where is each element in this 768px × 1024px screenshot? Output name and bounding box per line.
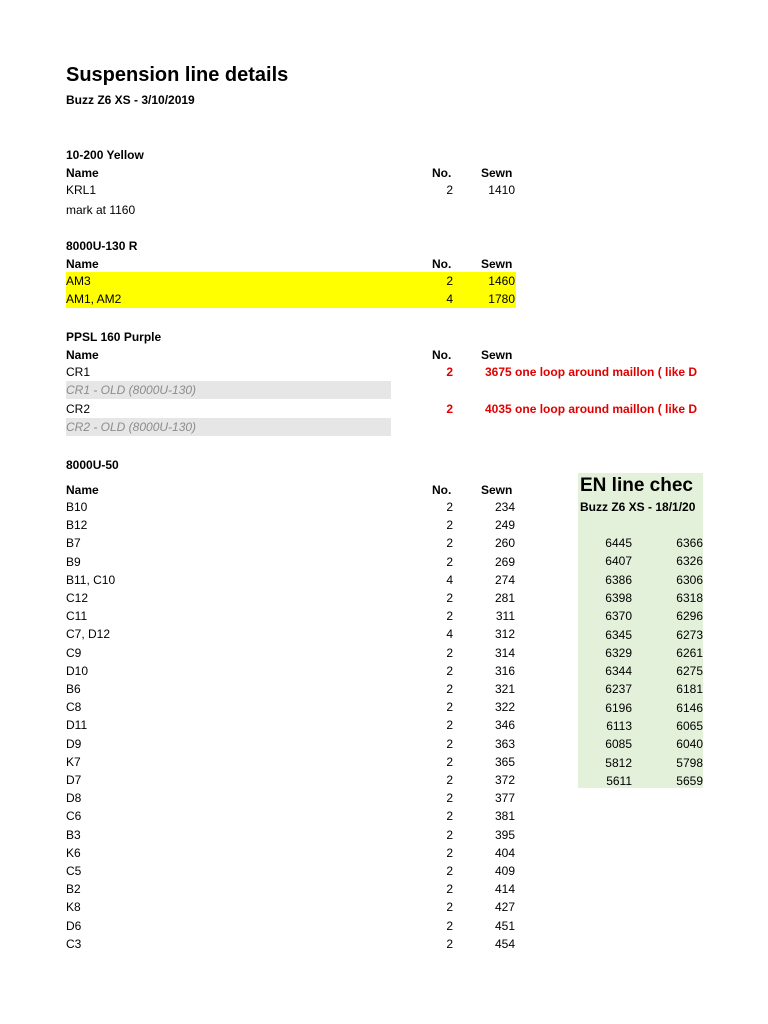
- line-count: 2: [446, 809, 453, 824]
- line-sewn: 365: [494, 754, 515, 769]
- line-name: K6: [66, 845, 81, 860]
- en-check-row: [578, 662, 703, 680]
- column-header-name: Name: [66, 166, 99, 180]
- section-title: 10-200 Yellow: [66, 148, 144, 162]
- table-row[interactable]: [66, 607, 516, 625]
- line-count: 4: [446, 627, 453, 642]
- line-sewn: 414: [494, 882, 515, 897]
- en-value-b: 6326: [676, 554, 703, 569]
- line-sewn: 281: [494, 591, 515, 605]
- en-value-a: 5812: [605, 755, 632, 770]
- line-count: 2: [446, 864, 453, 878]
- table-row[interactable]: [66, 789, 516, 807]
- table-row[interactable]: [66, 771, 516, 789]
- en-value-b: 6296: [676, 609, 703, 624]
- line-name: C5: [66, 864, 82, 878]
- line-count: 2: [446, 900, 453, 915]
- line-name: B10: [66, 500, 88, 514]
- column-header-no: No.: [432, 257, 452, 271]
- column-header-row: [66, 164, 516, 182]
- line-sewn: 377: [494, 791, 515, 806]
- page-subtitle: Buzz Z6 XS - 3/10/2019: [66, 93, 195, 107]
- line-count: 2: [446, 918, 453, 933]
- line-name: B2: [66, 882, 81, 897]
- section-title: 8000U-130 R: [66, 239, 138, 253]
- line-sewn: 427: [494, 900, 515, 915]
- table-row[interactable]: [66, 534, 516, 552]
- en-value-a: 6398: [605, 590, 632, 605]
- line-sewn: 451: [494, 918, 515, 933]
- line-sewn: 249: [494, 518, 515, 533]
- en-value-b: 6146: [676, 700, 703, 715]
- line-count: 2: [446, 718, 453, 733]
- column-header-row: [66, 255, 516, 273]
- line-name: C3: [66, 936, 82, 951]
- en-value-a: 6370: [605, 609, 632, 624]
- line-count: 2: [446, 682, 453, 696]
- line-sewn: 363: [494, 736, 515, 751]
- en-value-b: 6366: [676, 536, 703, 550]
- line-sewn: 234: [494, 500, 515, 514]
- table-row[interactable]: [66, 935, 516, 953]
- en-line-check-panel: [578, 473, 703, 788]
- en-value-a: 6345: [605, 627, 632, 642]
- en-check-row: [578, 607, 703, 625]
- line-name: AM1, AM2: [66, 292, 122, 306]
- line-count: 2: [446, 518, 453, 533]
- table-row[interactable]: [66, 844, 516, 862]
- table-row[interactable]: [66, 862, 516, 880]
- line-name: C7, D12: [66, 627, 111, 642]
- old-line-name: CR2 - OLD (8000U-130): [66, 420, 197, 434]
- line-name: K8: [66, 900, 81, 915]
- en-value-b: 6306: [676, 572, 703, 587]
- en-check-row: [578, 680, 703, 698]
- table-row[interactable]: [66, 753, 516, 771]
- en-value-a: 6237: [605, 682, 632, 697]
- line-count: 2: [446, 554, 453, 569]
- line-sewn-note: 3675 one loop around maillon ( like D: [485, 365, 698, 379]
- column-header-sewn: Sewn: [481, 257, 513, 271]
- old-line-name: CR1 - OLD (8000U-130): [66, 383, 197, 397]
- en-value-b: 6273: [676, 627, 703, 642]
- line-sewn: 321: [494, 682, 515, 696]
- line-count: 2: [446, 536, 453, 551]
- table-row[interactable]: [66, 826, 516, 844]
- line-name: B6: [66, 682, 81, 696]
- line-name: D11: [66, 718, 88, 733]
- table-row[interactable]: [66, 363, 698, 381]
- line-count: 2: [446, 663, 453, 678]
- line-sewn: 1460: [488, 274, 515, 288]
- line-sewn: 312: [494, 627, 515, 642]
- line-sewn: 322: [494, 700, 515, 715]
- table-row[interactable]: [66, 272, 516, 290]
- table-row[interactable]: [66, 498, 516, 516]
- line-count: 2: [446, 274, 453, 288]
- line-name: C11: [66, 609, 88, 624]
- column-header-name: Name: [66, 483, 99, 497]
- line-name: D10: [66, 663, 89, 678]
- table-row[interactable]: [66, 589, 516, 607]
- table-row[interactable]: [66, 880, 516, 898]
- line-count: 2: [446, 700, 453, 715]
- old-line-row[interactable]: [66, 381, 391, 399]
- en-value-a: 6386: [605, 572, 632, 587]
- line-count: 4: [446, 292, 453, 306]
- table-row[interactable]: [66, 917, 516, 935]
- line-name: D7: [66, 773, 82, 787]
- table-row[interactable]: [66, 571, 516, 589]
- en-value-b: 6181: [676, 682, 703, 697]
- en-value-a: 6344: [605, 664, 632, 679]
- line-name: C8: [66, 700, 82, 715]
- en-value-b: 6040: [676, 737, 703, 752]
- line-name: D8: [66, 791, 82, 806]
- line-count: 4: [446, 572, 453, 587]
- column-header-sewn: Sewn: [481, 166, 513, 180]
- table-row[interactable]: [66, 625, 516, 643]
- en-check-row: [578, 699, 703, 717]
- en-value-a: 5611: [606, 773, 632, 788]
- line-sewn: 395: [494, 827, 515, 842]
- column-header-name: Name: [66, 257, 99, 271]
- section-title: 8000U-50: [66, 458, 119, 472]
- line-name: D6: [66, 918, 82, 933]
- line-count: 2: [446, 882, 453, 897]
- line-name: D9: [66, 736, 82, 751]
- column-header-row: [66, 481, 516, 499]
- line-count: 2: [446, 736, 453, 751]
- line-count: 2: [446, 609, 453, 624]
- en-check-title: EN line chec: [580, 475, 693, 496]
- table-row[interactable]: [66, 807, 516, 825]
- en-check-row: [578, 534, 703, 552]
- line-sewn: 260: [494, 536, 515, 551]
- line-sewn: 314: [494, 645, 515, 660]
- table-row[interactable]: [66, 553, 516, 571]
- line-name: B12: [66, 518, 88, 533]
- en-value-a: 6329: [605, 645, 632, 660]
- line-name: B7: [66, 536, 81, 551]
- line-sewn: 404: [494, 845, 515, 860]
- en-value-b: 6275: [676, 664, 703, 679]
- old-line-row[interactable]: [66, 418, 391, 436]
- en-value-a: 6113: [606, 719, 632, 733]
- table-row[interactable]: [66, 400, 698, 418]
- line-sewn: 1410: [488, 183, 515, 197]
- line-name: B9: [66, 554, 81, 569]
- line-count: 2: [446, 591, 453, 605]
- en-value-b: 6065: [676, 719, 703, 733]
- line-name: C9: [66, 645, 82, 660]
- en-value-a: 6407: [605, 554, 632, 569]
- section-title: PPSL 160 Purple: [66, 330, 162, 344]
- en-check-row: [578, 754, 703, 772]
- section-note: mark at 1160: [66, 203, 136, 217]
- line-sewn: 372: [494, 773, 515, 787]
- line-count: 2: [446, 773, 453, 787]
- table-row[interactable]: [66, 698, 516, 716]
- line-name: KRL1: [66, 183, 97, 197]
- en-check-row: [578, 717, 703, 735]
- column-header-sewn: Sewn: [481, 483, 513, 497]
- en-check-row: [578, 626, 703, 644]
- column-header-name: Name: [66, 348, 99, 362]
- table-row[interactable]: [66, 680, 516, 698]
- line-count: 2: [446, 183, 453, 197]
- table-row[interactable]: [66, 290, 516, 308]
- line-count: 2: [446, 365, 453, 379]
- line-count: 2: [446, 754, 453, 769]
- line-count: 2: [446, 402, 453, 416]
- line-sewn: 454: [494, 936, 515, 951]
- en-check-row: [578, 644, 703, 662]
- line-count: 2: [446, 845, 453, 860]
- line-count: 2: [446, 645, 453, 660]
- line-sewn: 1780: [488, 292, 515, 306]
- en-value-b: 5659: [676, 773, 703, 788]
- line-sewn: 311: [495, 609, 515, 624]
- column-header-no: No.: [432, 166, 452, 180]
- en-value-b: 5798: [676, 755, 703, 770]
- line-sewn: 409: [494, 864, 515, 878]
- line-sewn: 269: [494, 554, 515, 569]
- column-header-row: [66, 346, 516, 364]
- table-row[interactable]: [66, 716, 516, 734]
- line-name: CR1: [66, 365, 91, 379]
- en-value-b: 6318: [676, 590, 703, 605]
- en-check-row: [578, 571, 703, 589]
- line-name: AM3: [66, 274, 91, 288]
- en-value-a: 6196: [605, 700, 632, 715]
- table-row[interactable]: [66, 898, 516, 916]
- line-sewn: 346: [494, 718, 515, 733]
- line-name: B3: [66, 827, 81, 842]
- en-check-row: [578, 589, 703, 607]
- en-value-a: 6085: [605, 737, 632, 752]
- line-sewn: 316: [494, 663, 515, 678]
- table-row[interactable]: [66, 662, 516, 680]
- en-value-b: 6261: [676, 645, 703, 660]
- table-row[interactable]: [66, 516, 516, 534]
- en-value-a: 6445: [605, 536, 632, 550]
- page-title: Suspension line details: [66, 64, 289, 86]
- en-check-row: [578, 735, 703, 753]
- line-count: 2: [446, 791, 453, 806]
- table-row[interactable]: [66, 181, 516, 199]
- column-header-no: No.: [432, 483, 452, 497]
- line-name: B11, C10: [66, 572, 116, 587]
- line-count: 2: [446, 827, 453, 842]
- column-header-sewn: Sewn: [481, 348, 513, 362]
- en-check-row: [578, 772, 703, 788]
- line-count: 2: [446, 936, 453, 951]
- line-name: C12: [66, 591, 89, 605]
- line-name: CR2: [66, 402, 91, 416]
- table-row[interactable]: [66, 644, 516, 662]
- line-count: 2: [446, 500, 453, 514]
- line-sewn-note: 4035 one loop around maillon ( like D: [485, 402, 698, 416]
- line-name: K7: [66, 754, 81, 769]
- en-check-subtitle: Buzz Z6 XS - 18/1/20: [580, 500, 696, 514]
- column-header-no: No.: [432, 348, 452, 362]
- line-sewn: 274: [494, 572, 515, 587]
- en-check-row: [578, 552, 703, 570]
- line-sewn: 381: [494, 809, 515, 824]
- line-name: C6: [66, 809, 82, 824]
- table-row[interactable]: [66, 735, 516, 753]
